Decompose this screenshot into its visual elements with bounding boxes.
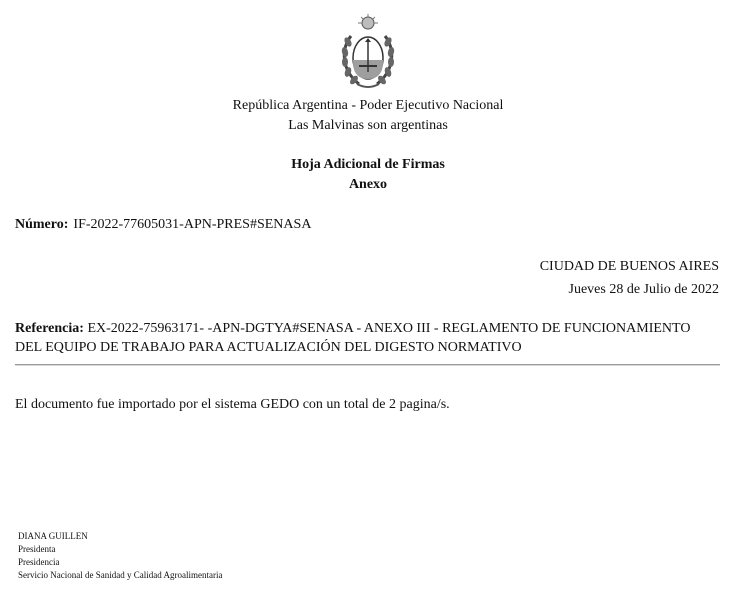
- document-number: [15, 216, 311, 234]
- header-malvinas: Las Malvinas son argentinas: [288, 118, 448, 133]
- signer-name: DIANA GUILLEN: [18, 531, 88, 541]
- place-date: Jueves 28 de Julio de 2022: [568, 282, 719, 297]
- document-title: Hoja Adicional de Firmas: [291, 157, 445, 172]
- number-label: Número:: [15, 217, 69, 232]
- reference: [15, 319, 720, 357]
- header-republic: República Argentina - Poder Ejecutivo Nacional: [232, 98, 504, 113]
- reference-value: EX-2022-75963171- -APN-DGTYA#SENASA - ANEXO III - REGLAMENTO DE FUNCIONAMIENTO DEL EQUIPO DE TRABAJO PARA ACTUALIZACIÓN DEL DIGESTO NORMATIVO: [15, 321, 691, 355]
- reference-label: Referencia:: [15, 321, 84, 336]
- number-value: IF-2022-77605031-APN-PRES#SENASA: [73, 217, 312, 232]
- signer-office: Presidencia: [18, 557, 60, 567]
- place-city: CIUDAD DE BUENOS AIRES: [539, 259, 719, 274]
- body-text: El documento fue importado por el sistema GEDO con un total de 2 pagina/s.: [15, 397, 450, 412]
- signer-role: Presidenta: [18, 544, 56, 554]
- coat-of-arms-icon: [337, 14, 399, 92]
- document-subtitle: Anexo: [348, 177, 388, 192]
- signer-organization: Servicio Nacional de Sanidad y Calidad Agroalimentaria: [18, 570, 223, 580]
- divider: [15, 364, 720, 366]
